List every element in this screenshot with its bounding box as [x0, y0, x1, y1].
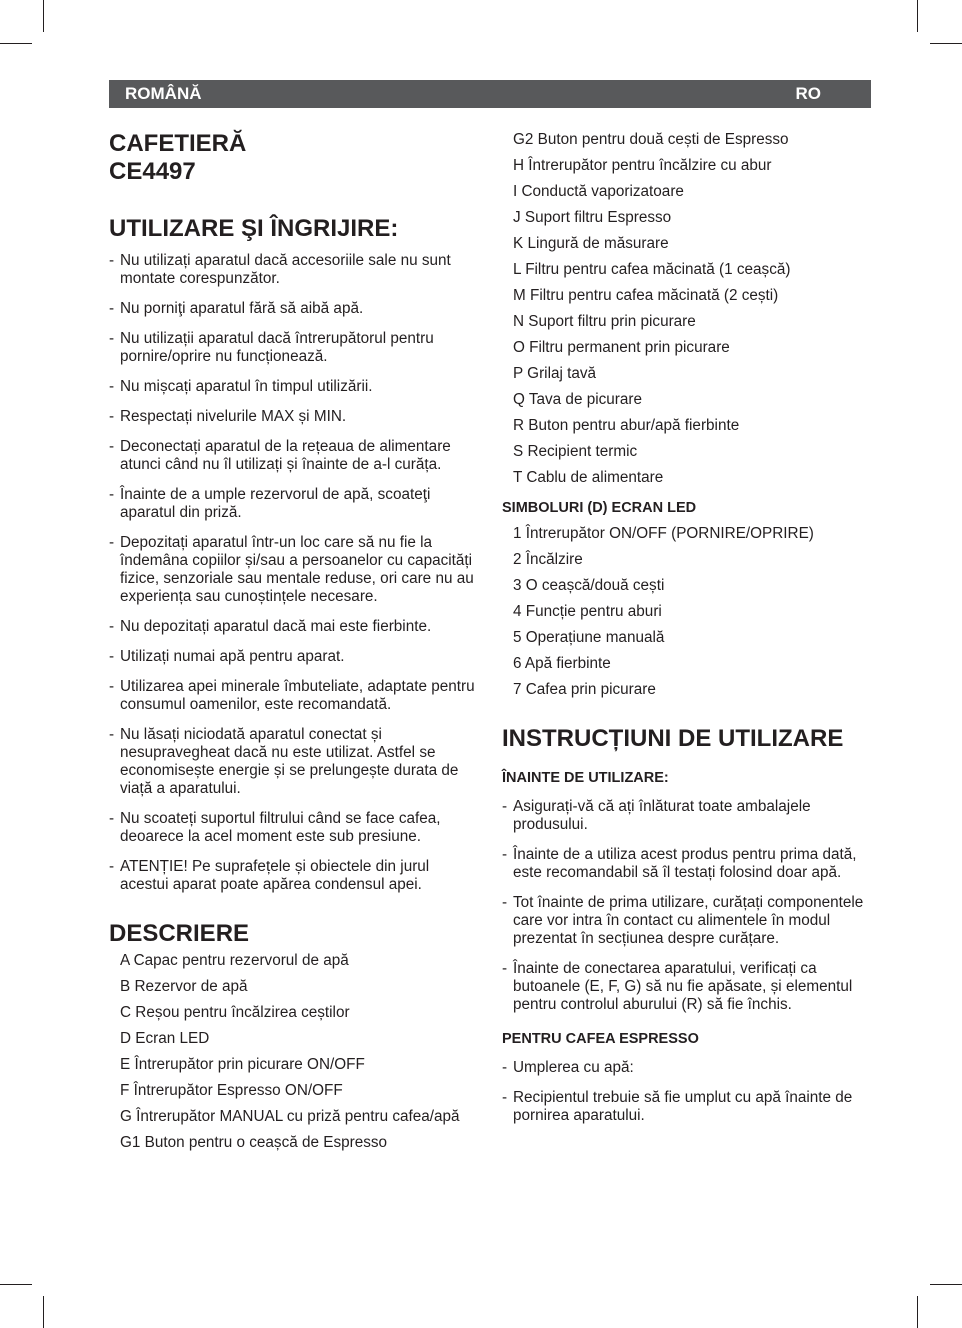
list-item: - Recipientul trebuie să fie umplut cu apă înainte de pornirea aparatului.: [502, 1089, 872, 1125]
list-item: 4 Funcție pentru aburi: [513, 603, 662, 620]
description-list-continued: [502, 131, 872, 487]
list-item: - ATENȚIE! Pe suprafețele și obiectele din jurul acestui aparat poate apărea condensul apei.: [109, 858, 479, 894]
list-item: G2 Buton pentru două cești de Espresso: [513, 131, 789, 148]
led-symbols-list: [502, 525, 872, 699]
crop-mark: [917, 1296, 918, 1328]
list-item: 6 Apă fierbinte: [513, 655, 611, 672]
list-item: - Deconectați aparatul de la rețeaua de alimentare atunci când nu îl utilizați și înainte de a-l curăța.: [109, 438, 479, 474]
list-item: 1 Întrerupător ON/OFF (PORNIRE/OPRIRE): [513, 525, 814, 542]
list-item: J Suport filtru Espresso: [513, 209, 672, 226]
list-item: K Lingură de măsurare: [513, 235, 669, 252]
list-item: P Grilaj tavă: [513, 365, 597, 382]
list-item: - Nu porniţi aparatul fără să aibă apă.: [109, 300, 479, 318]
list-item: - Utilizarea apei minerale îmbuteliate, adaptate pentru consumul oamenilor, este recomandată.: [109, 678, 479, 714]
list-item: 5 Operațiune manuală: [513, 629, 665, 646]
list-item: - Înainte de conectarea aparatului, verificați ca butoanele (E, F, G) să nu fie apăsate, și elementul pentru controlul aburului (R) să fie închis.: [502, 960, 872, 1014]
list-item: - Înainte de a utiliza acest produs pentru prima dată, este recomandabil să îl testați folosind doar apă.: [502, 846, 872, 882]
list-item: Q Tava de picurare: [513, 391, 642, 408]
list-item: D Ecran LED: [120, 1030, 210, 1047]
product-model: CE4497: [109, 158, 196, 185]
list-item: R Buton pentru abur/apă fierbinte: [513, 417, 740, 434]
list-item: N Suport filtru prin picurare: [513, 313, 696, 330]
list-item: E Întrerupător prin picurare ON/OFF: [120, 1056, 365, 1073]
list-item: - Tot înainte de prima utilizare, curățați componentele care vor intra în contact cu alimentele în modul prezentat în secțiunea despre curățare.: [502, 894, 872, 948]
right-column: [502, 131, 872, 1137]
crop-mark: [930, 1284, 962, 1285]
language-header-bar: [109, 80, 871, 108]
espresso-list: [502, 1059, 872, 1125]
instructions-title: INSTRUCȚIUNI DE UTILIZARE: [502, 725, 844, 752]
language-label: ROMÂNĂ: [125, 84, 202, 103]
list-item: 3 O ceașcă/două cești: [513, 577, 665, 594]
before-use-list: [502, 798, 872, 1014]
list-item: C Reșou pentru încălzirea ceștilor: [120, 1004, 350, 1021]
list-item: - Nu utilizații aparatul dacă întrerupătorul pentru pornire/oprire nu funcționează.: [109, 330, 479, 366]
list-item: - Respectați nivelurile MAX și MIN.: [109, 408, 479, 426]
list-item: H Întrerupător pentru încălzire cu abur: [513, 157, 772, 174]
list-item: - Nu lăsați niciodată aparatul conectat și nesupravegheat dacă nu este utilizat. Astfel se economisește energie și se prelungește durata de viață a aparatului.: [109, 726, 479, 798]
product-title: CAFETIERĂ: [109, 130, 247, 157]
list-item: - Umplerea cu apă:: [502, 1059, 872, 1077]
list-item: G Întrerupător MANUAL cu priză pentru cafea/apă: [120, 1108, 460, 1125]
list-item: - Utilizați numai apă pentru aparat.: [109, 648, 479, 666]
list-item: M Filtru pentru cafea măcinată (2 cești): [513, 287, 779, 304]
list-item: O Filtru permanent prin picurare: [513, 339, 730, 356]
list-item: - Nu utilizați aparatul dacă accesoriile sale nu sunt montate corespunzător.: [109, 252, 479, 288]
before-use-title: ÎNAINTE DE UTILIZARE:: [502, 770, 669, 786]
list-item: - Nu mișcați aparatul în timpul utilizării.: [109, 378, 479, 396]
led-symbols-title: SIMBOLURI (D) ECRAN LED: [502, 500, 697, 516]
crop-mark: [917, 0, 918, 32]
list-item: T Cablu de alimentare: [513, 469, 664, 486]
list-item: F Întrerupător Espresso ON/OFF: [120, 1082, 343, 1099]
usage-list: [109, 252, 479, 894]
list-item: - Nu depozitați aparatul dacă mai este fierbinte.: [109, 618, 479, 636]
crop-mark: [930, 43, 962, 44]
list-item: L Filtru pentru cafea măcinată (1 ceașcă): [513, 261, 791, 278]
description-list: [109, 952, 479, 1152]
list-item: - Înainte de a umple rezervorul de apă, scoateţi aparatul din priză.: [109, 486, 479, 522]
list-item: - Asigurați-vă că ați înlăturat toate ambalajele produsului.: [502, 798, 872, 834]
list-item: G1 Buton pentru o ceașcă de Espresso: [120, 1134, 388, 1151]
list-item: 2 Încălzire: [513, 551, 583, 568]
crop-mark: [0, 43, 32, 44]
list-item: I Conductă vaporizatoare: [513, 183, 684, 200]
list-item: S Recipient termic: [513, 443, 638, 460]
crop-mark: [0, 1284, 32, 1285]
description-title: DESCRIERE: [109, 920, 250, 947]
list-item: A Capac pentru rezervorul de apă: [120, 952, 349, 969]
crop-mark: [43, 0, 44, 32]
espresso-title: PENTRU CAFEA ESPRESSO: [502, 1031, 699, 1047]
list-item: B Rezervor de apă: [120, 978, 248, 995]
language-code: RO: [795, 84, 821, 103]
list-item: - Depozitați aparatul într-un loc care să nu fie la îndemâna copiilor și/sau a persoanelor cu capacități fizice, senzoriale sau mentale reduse, ori care nu au experiența sau cunoștințele necesare.: [109, 534, 479, 606]
list-item: - Nu scoateți suportul filtrului când se face cafea, deoarece la acel moment este sub presiune.: [109, 810, 479, 846]
crop-mark: [43, 1296, 44, 1328]
list-item: 7 Cafea prin picurare: [513, 681, 656, 698]
usage-title: UTILIZARE ŞI ÎNGRIJIRE:: [109, 215, 399, 242]
left-column: [109, 130, 479, 1160]
